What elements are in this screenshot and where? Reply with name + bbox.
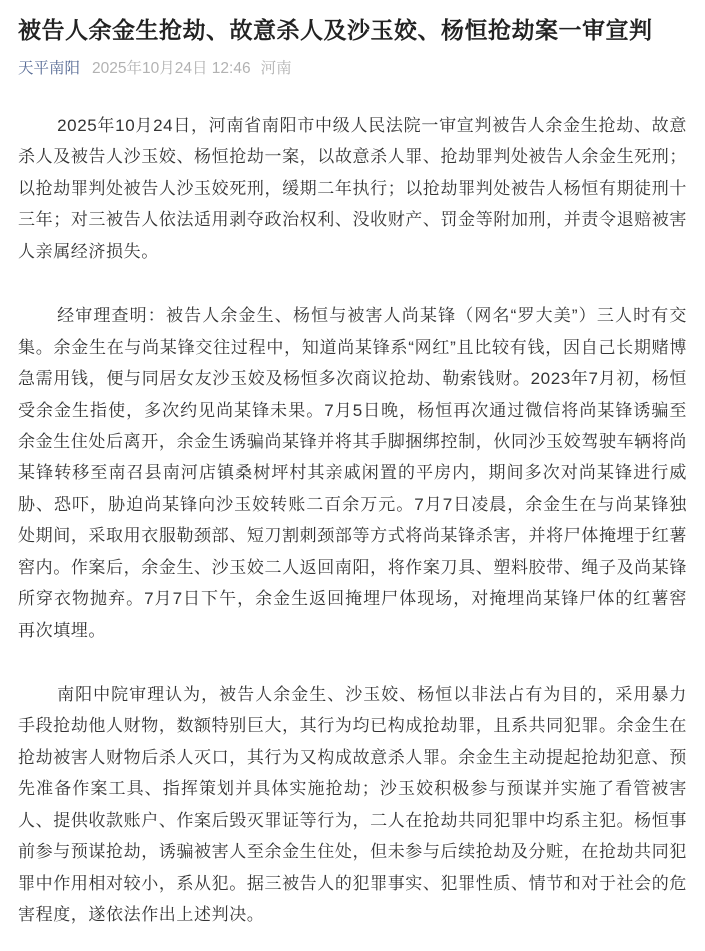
- article-body: [18, 110, 687, 931]
- publish-location: 河南: [260, 60, 292, 78]
- publish-datetime: 2025年10月24日 12:46: [92, 60, 251, 78]
- article-paragraph-facts: 经审理查明：被告人余金生、杨恒与被害人尚某锋（网名“罗大美”）三人时有交集。余金生在与尚某锋交往过程中，知道尚某锋系“网红”且比较有钱，因自己长期赌博急需用钱，便与同居女友沙玉姣及杨恒多次商议抢劫、勒索钱财。2023年7月初，杨恒受余金生指使，多次约见尚某锋未果。7月5日晚，杨恒再次通过微信将尚某锋诱骗至余金生住处后离开，余金生诱骗尚某锋并将其手脚捆绑控制，伙同沙玉姣驾驶车辆将尚某锋转移至南召县南河店镇桑树坪村其亲戚闲置的平房内，期间多次对尚某锋进行威胁、恐吓，胁迫尚某锋向沙玉姣转账二百余万元。7月7日凌晨，余金生在与尚某锋独处期间，采取用衣服勒颈部、短刀割刺颈部等方式将尚某锋杀害，并将尸体掩埋于红薯窖内。作案后，余金生、沙玉姣二人返回南阳，将作案刀具、塑料胶带、绳子及尚某锋所穿衣物抛弃。7月7日下午，余金生返回掩埋尸体现场，对掩埋尚某锋尸体的红薯窖再次填埋。: [18, 306, 687, 640]
- article-title: 被告人余金生抢劫、故意杀人及沙玉姣、杨恒抢劫案一审宣判: [18, 17, 653, 43]
- article-paragraph-verdict: 2025年10月24日，河南省南阳市中级人民法院一审宣判被告人余金生抢劫、故意杀人及被告人沙玉姣、杨恒抢劫一案，以故意杀人罪、抢劫罪判处被告人余金生死刑；以抢劫罪判处被告人沙玉姣死刑，缓期二年执行；以抢劫罪判处被告人杨恒有期徒刑十三年；对三被告人依法适用剥夺政治权利、没收财产、罚金等附加刑，并责令退赔被害人亲属经济损失。: [18, 116, 687, 261]
- account-name-link[interactable]: 天平南阳: [18, 60, 81, 78]
- article-byline: [18, 58, 687, 80]
- article-paragraph-court-opinion: 南阳中院审理认为，被告人余金生、沙玉姣、杨恒以非法占有为目的，采用暴力手段抢劫他人财物，数额特别巨大，其行为均已构成抢劫罪，且系共同犯罪。余金生在抢劫被害人财物后杀人灭口，其行为又构成故意杀人罪。余金生主动提起抢劫犯意、预先准备作案工具、指挥策划并具体实施抢劫；沙玉姣积极参与预谋并实施了看管被害人、提供收款账户、作案后毁灭罪证等行为，二人在抢劫共同犯罪中均系主犯。杨恒事前参与预谋抢劫，诱骗被害人至余金生住处，但未参与后续抢劫及分赃，在抢劫共同犯罪中作用相对较小，系从犯。据三被告人的犯罪事实、犯罪性质、情节和对于社会的危害程度，遂依法作出上述判决。: [18, 685, 687, 925]
